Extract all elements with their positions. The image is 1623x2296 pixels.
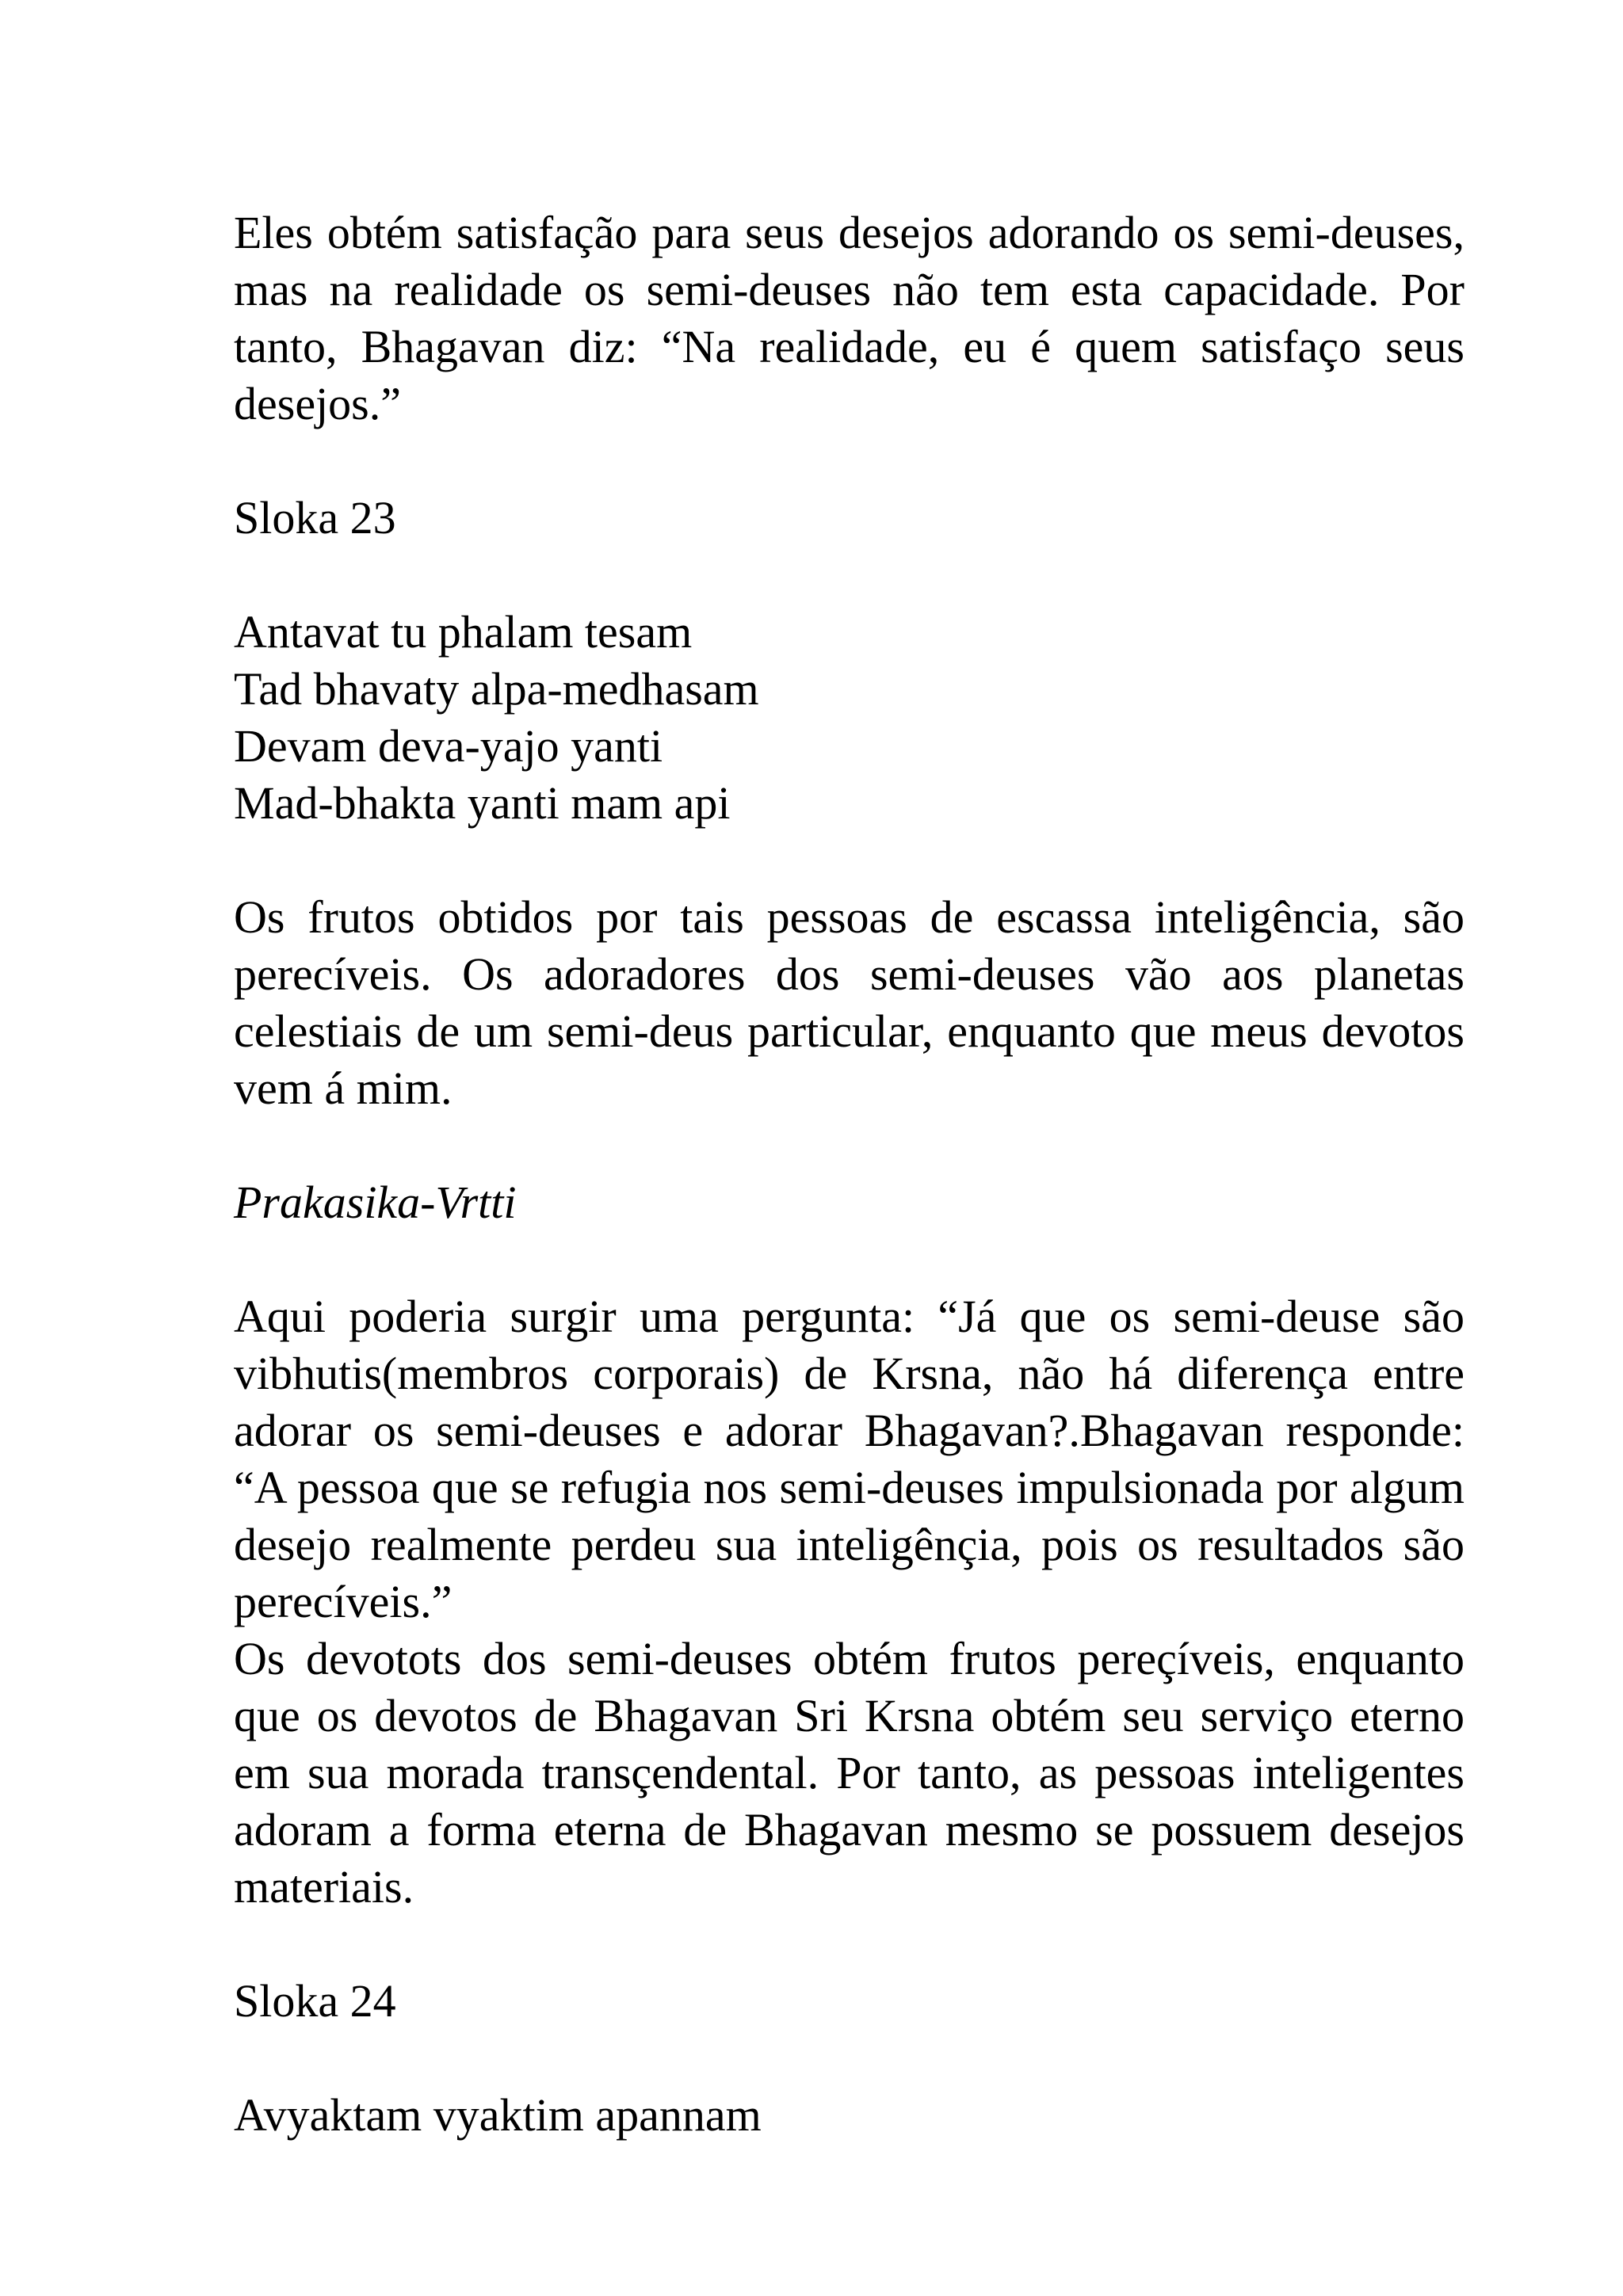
sloka-23-translation: Os frutos obtidos por tais pessoas de escassa inteligência, são perecíveis. Os adoradores dos semi-deuses vão aos planetas celestiais de um semi-deus particular, enquanto que meus devotos vem á mim. [234, 891, 1465, 1114]
spacer [234, 1231, 1465, 1288]
sloka-24-verse [234, 2087, 1465, 2144]
intro-paragraph: Eles obtém satisfação para seus desejos adorando os semi-deuses, mas na realidade os semi-deuses não tem esta capacidade. Por tanto, Bhagavan diz: “Na realidade, eu é quem satisfaço seus desejos.” [234, 207, 1465, 429]
verse-line: Mad-bhakta yanti mam api [234, 777, 731, 829]
verse-line: Antavat tu phalam tesam [234, 606, 693, 658]
verse-line: Devam deva-yajo yanti [234, 720, 663, 772]
sloka-24-heading: Sloka 24 [234, 1975, 396, 2027]
commentary-paragraph-2: Os devotots dos semi-deuses obtém frutos pereçíveis, enquanto que os devotos de Bhagavan Sri Krsna obtém seu serviço eterno em sua morada transçendental. Por tanto, as pessoas inteligentes adoram a forma eterna de Bhagavan mesmo se possuem desejos materiais. [234, 1633, 1465, 1913]
spacer [234, 2030, 1465, 2087]
spacer [234, 547, 1465, 604]
spacer [234, 1117, 1465, 1174]
spacer [234, 433, 1465, 490]
spacer [234, 832, 1465, 889]
sloka-23-verse [234, 604, 1465, 832]
document-page [234, 204, 1465, 2144]
commentary-heading: Prakasika-Vrtti [234, 1177, 517, 1228]
spacer [234, 1916, 1465, 1973]
verse-line: Tad bhavaty alpa-medhasam [234, 663, 759, 715]
verse-line: Avyaktam vyaktim apannam [234, 2089, 762, 2141]
commentary-paragraph-1: Aqui poderia surgir uma pergunta: “Já que os semi-deuse são vibhutis(membros corporais) de Krsna, não há diferença entre adorar os semi-deuses e adorar Bhagavan?.Bhagavan responde: “A pessoa que se refugia nos semi-deuses impulsionada por algum desejo realmente perdeu sua inteligênçia, pois os resultados são perecíveis.” [234, 1291, 1465, 1627]
sloka-23-heading: Sloka 23 [234, 492, 396, 543]
